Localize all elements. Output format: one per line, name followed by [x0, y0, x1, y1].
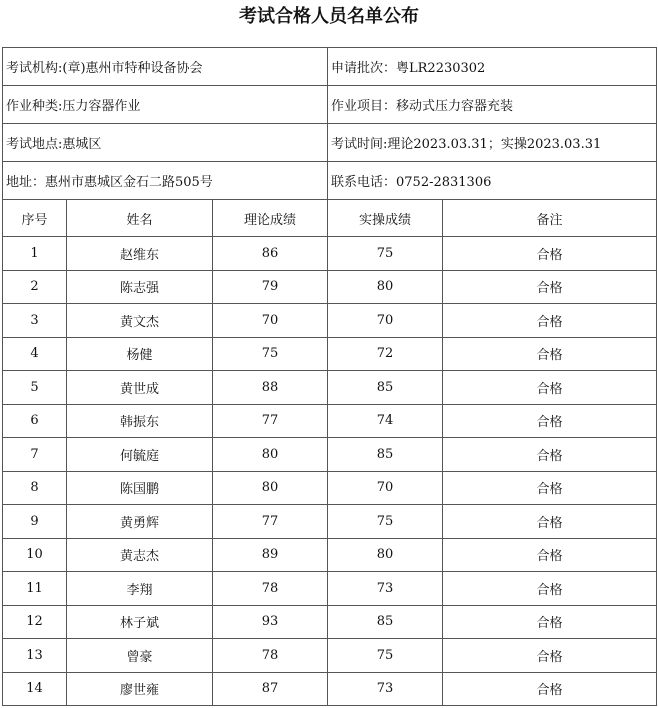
person-name: 赵维东: [67, 237, 213, 271]
practical-score: 75: [328, 505, 443, 539]
remark: 合格: [443, 672, 657, 706]
exam-organization: 考试机构:(章)惠州市特种设备协会: [3, 48, 328, 86]
practical-score: 80: [328, 538, 443, 572]
job-item: 作业项目：移动式压力容器充装: [328, 86, 657, 124]
remark: 合格: [443, 270, 657, 304]
table-row: [3, 270, 657, 304]
remark: 合格: [443, 505, 657, 539]
theory-score: 86: [213, 237, 328, 271]
theory-score: 93: [213, 605, 328, 639]
page-title: 考试合格人员名单公布: [239, 6, 419, 27]
theory-score: 80: [213, 438, 328, 472]
practical-score: 80: [328, 270, 443, 304]
person-name: 廖世雍: [67, 672, 213, 706]
row-index: 12: [3, 605, 67, 639]
remark: 合格: [443, 471, 657, 505]
practical-score: 75: [328, 237, 443, 271]
results-table: [2, 47, 657, 706]
theory-score: 78: [213, 639, 328, 673]
practical-score: 70: [328, 471, 443, 505]
theory-score: 78: [213, 572, 328, 606]
person-name: 陈国鹏: [67, 471, 213, 505]
practical-score: 72: [328, 337, 443, 371]
remark: 合格: [443, 438, 657, 472]
table-row: [3, 371, 657, 405]
person-name: 林子斌: [67, 605, 213, 639]
theory-score: 75: [213, 337, 328, 371]
table-row: [3, 337, 657, 371]
table-row: [3, 505, 657, 539]
theory-score: 77: [213, 505, 328, 539]
table-row: [3, 404, 657, 438]
row-index: 8: [3, 471, 67, 505]
column-header-practical-score: 实操成绩: [328, 200, 443, 237]
row-index: 14: [3, 672, 67, 706]
theory-score: 88: [213, 371, 328, 405]
row-index: 7: [3, 438, 67, 472]
remark: 合格: [443, 404, 657, 438]
person-name: 黄勇辉: [67, 505, 213, 539]
practical-score: 74: [328, 404, 443, 438]
remark: 合格: [443, 337, 657, 371]
person-name: 何毓庭: [67, 438, 213, 472]
practical-score: 85: [328, 371, 443, 405]
address: 地址：惠州市惠城区金石二路505号: [3, 162, 328, 200]
info-row: [3, 86, 657, 124]
column-header-remark: 备注: [443, 200, 657, 237]
column-header-index: 序号: [3, 200, 67, 237]
person-name: 曾豪: [67, 639, 213, 673]
row-index: 4: [3, 337, 67, 371]
theory-score: 87: [213, 672, 328, 706]
row-index: 10: [3, 538, 67, 572]
exam-location: 考试地点:惠城区: [3, 124, 328, 162]
practical-score: 73: [328, 572, 443, 606]
table-row: [3, 639, 657, 673]
practical-score: 70: [328, 304, 443, 338]
practical-score: 73: [328, 672, 443, 706]
remark: 合格: [443, 538, 657, 572]
remark: 合格: [443, 605, 657, 639]
row-index: 13: [3, 639, 67, 673]
table-header: [3, 200, 657, 237]
practical-score: 75: [328, 639, 443, 673]
row-index: 5: [3, 371, 67, 405]
table-row: [3, 538, 657, 572]
theory-score: 77: [213, 404, 328, 438]
info-row: [3, 124, 657, 162]
row-index: 11: [3, 572, 67, 606]
row-index: 2: [3, 270, 67, 304]
row-index: 3: [3, 304, 67, 338]
table-row: [3, 237, 657, 271]
practical-score: 85: [328, 438, 443, 472]
remark: 合格: [443, 371, 657, 405]
info-row: [3, 162, 657, 200]
remark: 合格: [443, 572, 657, 606]
table-row: [3, 672, 657, 706]
row-index: 9: [3, 505, 67, 539]
exam-time: 考试时间:理论2023.03.31；实操2023.03.31: [328, 124, 657, 162]
table-row: [3, 304, 657, 338]
theory-score: 80: [213, 471, 328, 505]
table-row: [3, 572, 657, 606]
person-name: 李翔: [67, 572, 213, 606]
info-row: [3, 48, 657, 86]
column-header-theory-score: 理论成绩: [213, 200, 328, 237]
remark: 合格: [443, 237, 657, 271]
theory-score: 70: [213, 304, 328, 338]
practical-score: 85: [328, 605, 443, 639]
remark: 合格: [443, 304, 657, 338]
theory-score: 79: [213, 270, 328, 304]
person-name: 杨健: [67, 337, 213, 371]
person-name: 黄志杰: [67, 538, 213, 572]
table-row: [3, 471, 657, 505]
remark: 合格: [443, 639, 657, 673]
person-name: 黄文杰: [67, 304, 213, 338]
row-index: 6: [3, 404, 67, 438]
table-row: [3, 438, 657, 472]
row-index: 1: [3, 237, 67, 271]
table-row: [3, 605, 657, 639]
person-name: 黄世成: [67, 371, 213, 405]
contact-phone: 联系电话：0752-2831306: [328, 162, 657, 200]
column-header-name: 姓名: [67, 200, 213, 237]
person-name: 韩振东: [67, 404, 213, 438]
person-name: 陈志强: [67, 270, 213, 304]
theory-score: 89: [213, 538, 328, 572]
job-type: 作业种类:压力容器作业: [3, 86, 328, 124]
application-batch: 申请批次：粤LR2230302: [328, 48, 657, 86]
